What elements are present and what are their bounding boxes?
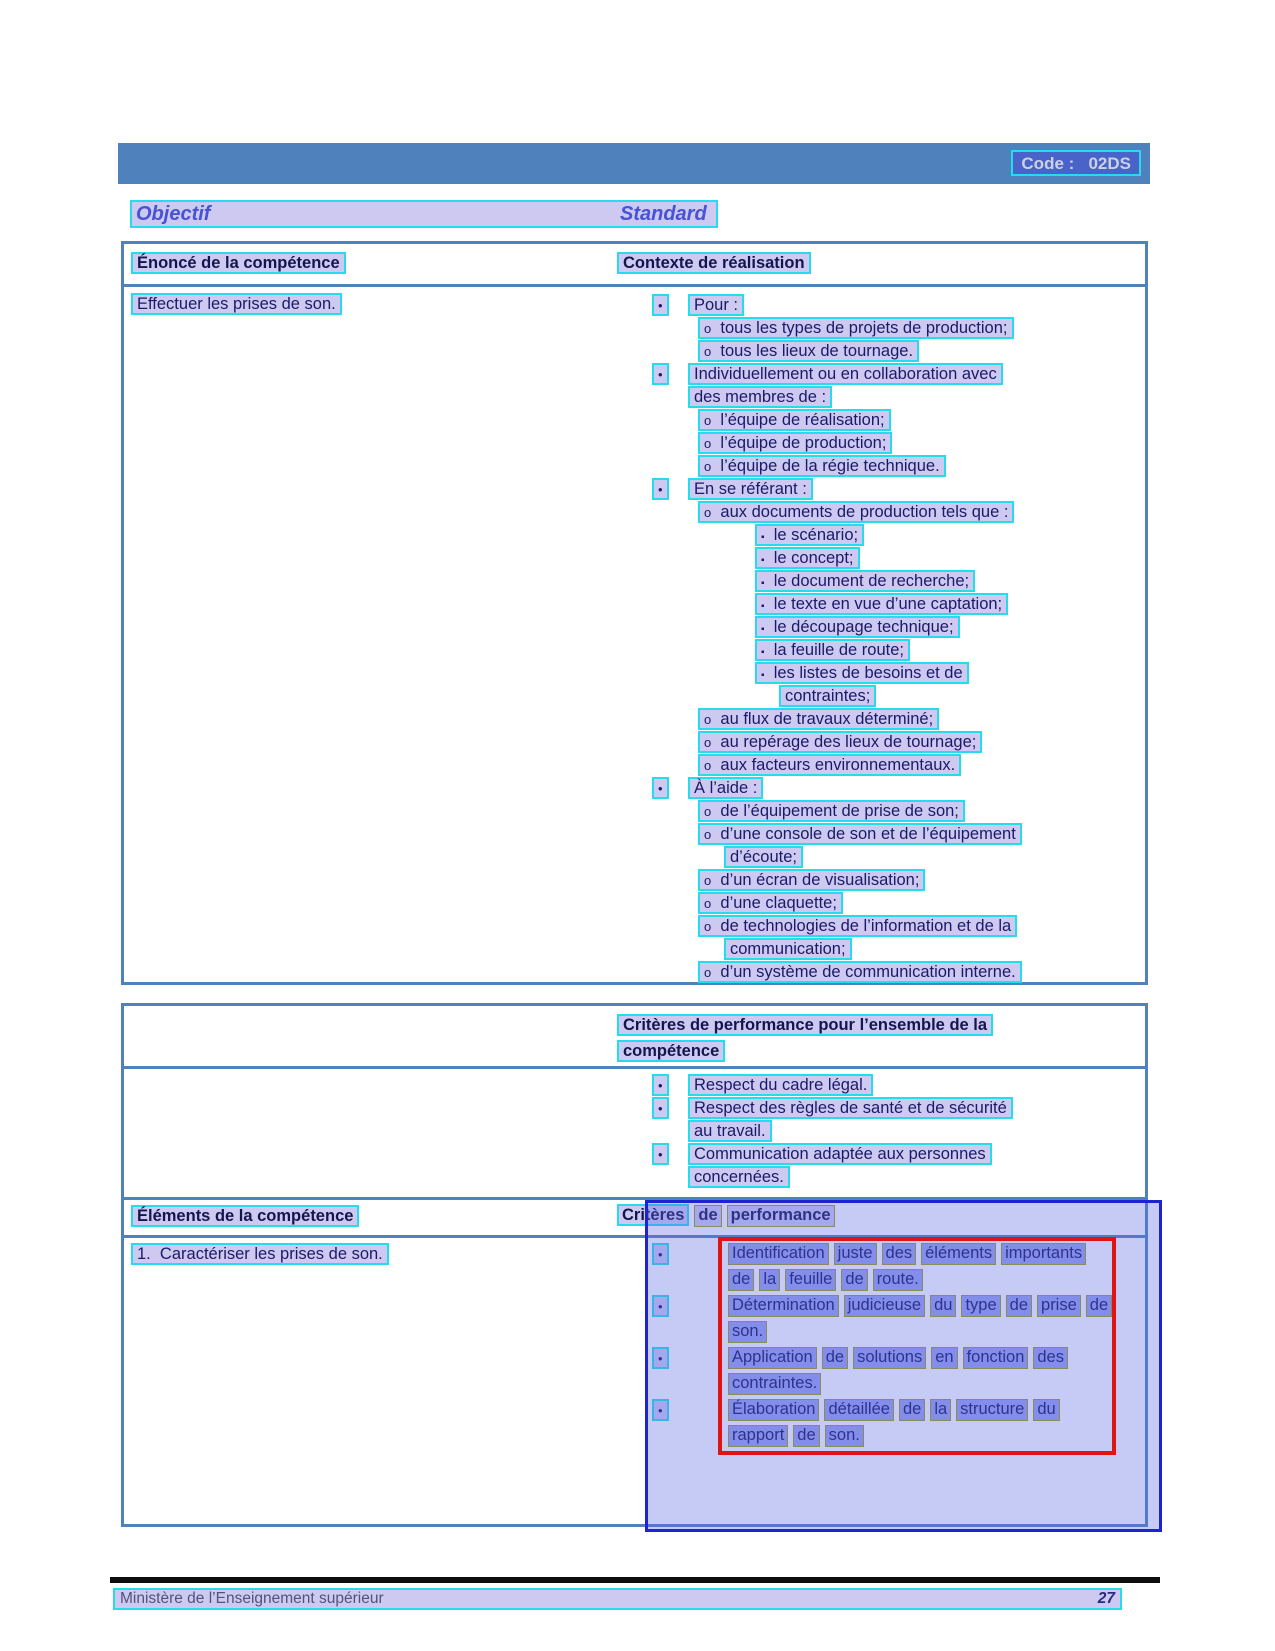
word-box: son. xyxy=(728,1321,767,1343)
bullet-text: o d’un système de communication interne. xyxy=(698,961,1022,983)
list-line xyxy=(615,1143,1145,1166)
word-box: des xyxy=(882,1243,917,1265)
word-box: des xyxy=(1033,1347,1068,1369)
footer-ministry: Ministère de l’Enseignement supérieur xyxy=(120,1590,384,1607)
word-box: structure xyxy=(956,1399,1028,1421)
list-line xyxy=(615,340,1145,363)
list-line xyxy=(615,1074,1145,1097)
bullet-continuation: concernées. xyxy=(688,1166,790,1188)
elements-header: Éléments de la compétence xyxy=(131,1205,359,1227)
bullet-marker: • xyxy=(652,1243,669,1265)
word-box: la xyxy=(759,1269,780,1291)
footer-page-number: 27 xyxy=(1097,1590,1115,1607)
list-line xyxy=(615,777,1145,800)
bullet-text: ▪ le scénario; xyxy=(755,524,864,546)
list-line xyxy=(615,1097,1145,1120)
footer-bar xyxy=(113,1588,1122,1610)
bullet-text: ▪ le document de recherche; xyxy=(755,570,975,592)
global-criteria-header-line2: compétence xyxy=(617,1040,725,1062)
bullet-text: o l’équipe de réalisation; xyxy=(698,409,891,431)
table1-header-contexte: Contexte de réalisation xyxy=(617,252,811,274)
word-box: du xyxy=(1033,1399,1059,1421)
list-line xyxy=(615,1166,1145,1189)
word-box: du xyxy=(930,1295,956,1317)
list-line xyxy=(615,1120,1145,1143)
bullet-text: Communication adaptée aux personnes xyxy=(688,1143,992,1165)
list-line xyxy=(615,685,1145,708)
list-line xyxy=(615,478,1145,501)
bullet-text: o tous les lieux de tournage. xyxy=(698,340,919,362)
bullet-text: o aux documents de production tels que : xyxy=(698,501,1014,523)
bullet-text: o aux facteurs environnementaux. xyxy=(698,754,961,776)
list-line xyxy=(615,593,1145,616)
bullet-text: o de technologies de l’information et de la xyxy=(698,915,1017,937)
list-line xyxy=(615,639,1145,662)
header-bar xyxy=(118,143,1150,184)
competence-statement: Effectuer les prises de son. xyxy=(131,293,342,315)
bullet-continuation: au travail. xyxy=(688,1120,772,1142)
list-line xyxy=(615,409,1145,432)
list-line xyxy=(615,547,1145,570)
word-box: Détermination xyxy=(728,1295,839,1317)
table1-header-enonce: Énoncé de la compétence xyxy=(131,252,346,274)
word-box: contraintes. xyxy=(728,1373,821,1395)
word-box: son. xyxy=(825,1425,864,1447)
bullet-text: ▪ le texte en vue d’une captation; xyxy=(755,593,1008,615)
bullet-text: ▪ les listes de besoins et de xyxy=(755,662,969,684)
list-line xyxy=(615,731,1145,754)
word-box: la xyxy=(930,1399,951,1421)
bullet-text: o d’une console de son et de l’équipement xyxy=(698,823,1022,845)
list-line xyxy=(615,846,1145,869)
bullet-marker: • xyxy=(652,478,669,500)
bullet-text: o d’une claquette; xyxy=(698,892,843,914)
word-box: de xyxy=(899,1399,925,1421)
red-annotation-box xyxy=(718,1237,1116,1455)
list-line xyxy=(615,363,1145,386)
word-box: en xyxy=(931,1347,957,1369)
word-box: de xyxy=(728,1269,754,1291)
list-line xyxy=(615,708,1145,731)
word-box: rapport xyxy=(728,1425,788,1447)
bullet-marker: • xyxy=(652,1097,669,1119)
list-line xyxy=(615,616,1145,639)
list-line xyxy=(615,754,1145,777)
list-line xyxy=(615,432,1145,455)
title-highlight-bar xyxy=(130,200,718,228)
bullet-text: o tous les types de projets de production; xyxy=(698,317,1014,339)
bullet-text: ▪ le découpage technique; xyxy=(755,616,960,638)
bullet-text: Pour : xyxy=(688,294,744,316)
word-box: feuille xyxy=(785,1269,836,1291)
bullet-continuation: des membres de : xyxy=(688,386,832,408)
word-box: de xyxy=(1086,1295,1112,1317)
word-box: solutions xyxy=(853,1347,926,1369)
bullet-text: o l’équipe de la régie technique. xyxy=(698,455,946,477)
header-word-box: Critères xyxy=(617,1204,689,1226)
word-box: judicieuse xyxy=(844,1295,925,1317)
bullet-text: ▪ la feuille de route; xyxy=(755,639,910,661)
bullet-text: o d’un écran de visualisation; xyxy=(698,869,925,891)
global-criteria-header-line1: Critères de performance pour l’ensemble de la xyxy=(617,1014,993,1036)
bullet-text: o au repérage des lieux de tournage; xyxy=(698,731,982,753)
bullet-continuation: d’écoute; xyxy=(724,846,803,868)
header-word-box: de xyxy=(694,1205,721,1227)
word-box: Application xyxy=(728,1347,817,1369)
list-line xyxy=(615,317,1145,340)
bullet-marker: • xyxy=(652,1399,669,1421)
list-line xyxy=(615,662,1145,685)
header-word-box: performance xyxy=(727,1205,835,1227)
word-box: fonction xyxy=(963,1347,1029,1369)
list-line xyxy=(615,915,1145,938)
bullet-text: En se référant : xyxy=(688,478,813,500)
code-badge: Code : 02DS xyxy=(1011,150,1141,176)
bullet-marker: • xyxy=(652,777,669,799)
bullet-text: o au flux de travaux déterminé; xyxy=(698,708,939,730)
bullet-text: Individuellement ou en collaboration avec xyxy=(688,363,1003,385)
list-line xyxy=(615,892,1145,915)
list-line xyxy=(615,570,1145,593)
word-box: de xyxy=(841,1269,867,1291)
list-line xyxy=(615,524,1145,547)
word-box: de xyxy=(793,1425,819,1447)
title-standard: Standard xyxy=(620,203,707,225)
list-line xyxy=(615,869,1145,892)
footer-divider xyxy=(110,1577,1160,1583)
element-1-label: 1. Caractériser les prises de son. xyxy=(131,1243,389,1265)
list-line xyxy=(615,455,1145,478)
bullet-marker: • xyxy=(652,1074,669,1096)
list-line xyxy=(615,386,1145,409)
list-line xyxy=(615,823,1145,846)
word-box: prise xyxy=(1037,1295,1081,1317)
bullet-text: ▪ le concept; xyxy=(755,547,860,569)
list-line xyxy=(615,938,1145,961)
bullet-continuation: communication; xyxy=(724,938,852,960)
bullet-text: o l’équipe de production; xyxy=(698,432,892,454)
list-line xyxy=(615,961,1145,984)
word-box: de xyxy=(1006,1295,1032,1317)
global-criteria-list xyxy=(615,1074,1145,1189)
word-box: route. xyxy=(873,1269,923,1291)
bullet-text: À l’aide : xyxy=(688,777,763,799)
word-box: éléments xyxy=(921,1243,996,1265)
table2-rule-1 xyxy=(121,1066,1148,1069)
word-box: importants xyxy=(1001,1243,1086,1265)
word-box: détaillée xyxy=(824,1399,893,1421)
bullet-text: Respect du cadre légal. xyxy=(688,1074,873,1096)
title-objectif: Objectif xyxy=(136,203,211,225)
list-line xyxy=(615,800,1145,823)
context-bullet-list xyxy=(615,294,1145,984)
table1-header-rule xyxy=(121,284,1148,287)
bullet-marker: • xyxy=(652,1295,669,1317)
bullet-marker: • xyxy=(652,1143,669,1165)
word-box: Identification xyxy=(728,1243,829,1265)
word-box: de xyxy=(822,1347,848,1369)
bullet-continuation: contraintes; xyxy=(779,685,876,707)
list-line xyxy=(615,501,1145,524)
bullet-text: o de l’équipement de prise de son; xyxy=(698,800,965,822)
bullet-marker: • xyxy=(652,363,669,385)
word-box: juste xyxy=(834,1243,877,1265)
bullet-marker: • xyxy=(652,1347,669,1369)
word-box: type xyxy=(961,1295,1000,1317)
bullet-marker: • xyxy=(652,294,669,316)
bullet-text: Respect des règles de santé et de sécurité xyxy=(688,1097,1013,1119)
word-box: Élaboration xyxy=(728,1399,819,1421)
list-line xyxy=(615,294,1145,317)
